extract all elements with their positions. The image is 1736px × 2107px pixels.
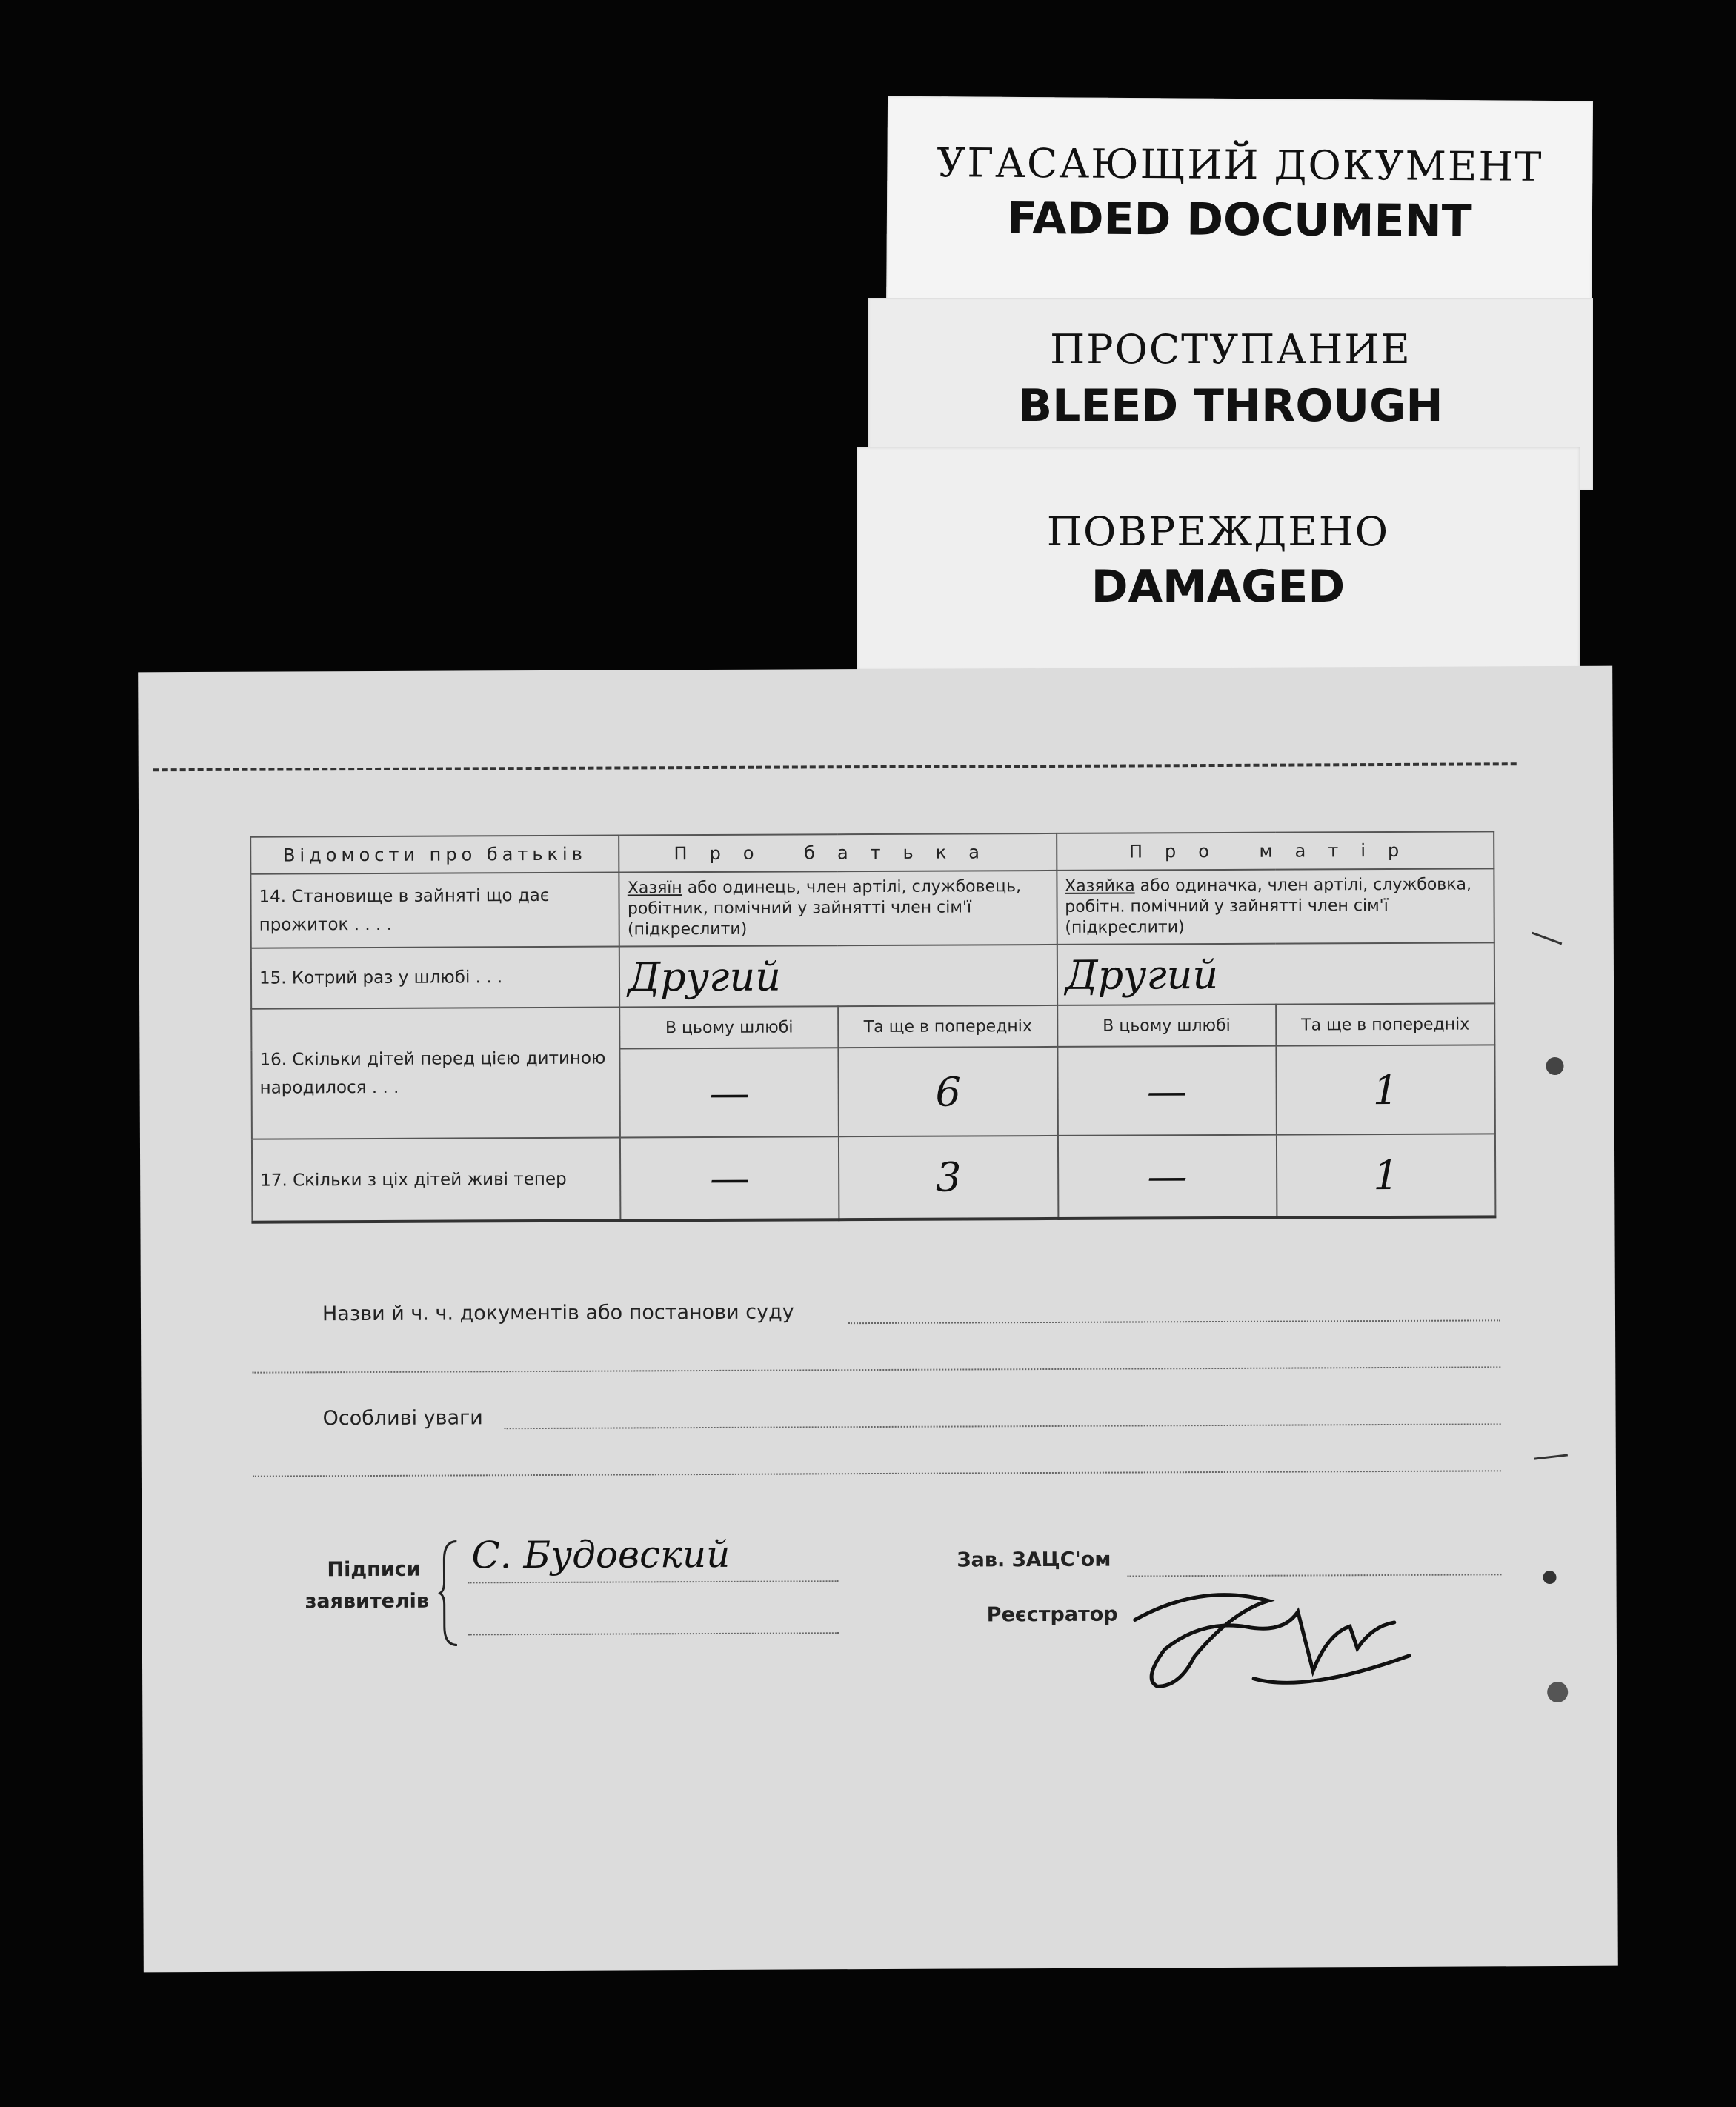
row14-mother-text: або одиначка, член артілі, службовка, робітн. помічний у зайнятті член сім'ї (підкреслити): [1065, 875, 1472, 937]
notes-line-1: [505, 1423, 1501, 1429]
row16-mother-prev: 1: [1276, 1045, 1495, 1134]
signatures-label-2: заявителів: [305, 1589, 430, 1614]
notes-line-2: [253, 1470, 1501, 1477]
row15-mother-value: Другий: [1057, 942, 1494, 1005]
row14-label: 14. Становище в зайняті що дає прожиток . . . .: [250, 873, 619, 948]
documents-label: Назви й ч. ч. документів або постанови суду: [322, 1300, 794, 1326]
row16-father-this: —: [620, 1048, 839, 1137]
subheader-mother-this: В цьому шлюбі: [1057, 1005, 1276, 1047]
notes-label: Особливі уваги: [322, 1406, 483, 1431]
row16-father-prev: 6: [839, 1047, 1058, 1136]
applicant-signature: С. Будовский: [471, 1532, 731, 1577]
signatures-label-1: Підписи: [327, 1557, 421, 1582]
row17-mother-prev: 1: [1277, 1134, 1496, 1217]
registry-form-card: [138, 666, 1618, 1973]
signature-brace: [438, 1537, 461, 1648]
notice-slip-faded: [886, 96, 1593, 324]
header-father: Про батька: [619, 833, 1057, 873]
row15-father-value: Другий: [619, 945, 1057, 1008]
subheader-father-prev: Та ще в попередніх: [839, 1005, 1057, 1048]
zags-head-label: Зав. ЗАЦС'ом: [957, 1548, 1111, 1572]
subheader-mother-prev: Та ще в попередніх: [1276, 1003, 1494, 1045]
row14-father-text: або одинець, член артілі, службовець, робітник, помічний у зайнятті член сім'ї (підкреслити): [627, 877, 1022, 939]
slip-bleed-en: BLEED THROUGH: [1018, 380, 1443, 432]
subheader-father-this: В цьому шлюбі: [619, 1006, 838, 1048]
row17-mother-this: —: [1058, 1135, 1277, 1219]
documents-line-1: [848, 1319, 1500, 1324]
row14-mother: [1057, 868, 1494, 945]
notice-slip-damaged: [857, 447, 1580, 670]
registrar-signature: [1112, 1567, 1424, 1709]
slip-damaged-ru: ПОВРЕЖДЕНО: [1046, 508, 1390, 555]
slip-damaged-en: DAMAGED: [1091, 561, 1346, 613]
header-parents-info: Відомости про батьків: [250, 836, 619, 874]
row15-label: 15. Котрий раз у шлюбі . . .: [251, 947, 620, 1009]
slip-faded-en: FADED DOCUMENT: [1006, 192, 1472, 248]
row16-label: 16. Скільки дітей перед цією дитиною народилося . . .: [251, 1008, 620, 1139]
edge-marks: [1524, 785, 1588, 1822]
row14-father-underlined: Хазяїн: [627, 879, 682, 898]
row17-label: 17. Скільки з ціх дітей живі тепер: [252, 1138, 621, 1222]
row17-father-this: —: [620, 1136, 839, 1220]
signature-line-2: [468, 1632, 839, 1635]
signature-line-1: [468, 1580, 839, 1583]
perforation-line: [153, 762, 1517, 771]
documents-line-2: [252, 1366, 1500, 1373]
header-mother: Про матір: [1057, 831, 1494, 871]
row17-father-prev: 3: [839, 1136, 1058, 1219]
row16-mother-this: —: [1057, 1046, 1277, 1136]
slip-bleed-ru: ПРОСТУПАНИЕ: [1050, 326, 1411, 373]
row14-father: [619, 871, 1057, 947]
registrar-label: Реєстратор: [986, 1602, 1118, 1627]
parents-info-table: [250, 831, 1496, 1223]
slip-faded-ru: УГАСАЮЩИЙ ДОКУМЕНТ: [937, 139, 1543, 190]
row14-mother-underlined: Хазяйка: [1065, 876, 1135, 896]
